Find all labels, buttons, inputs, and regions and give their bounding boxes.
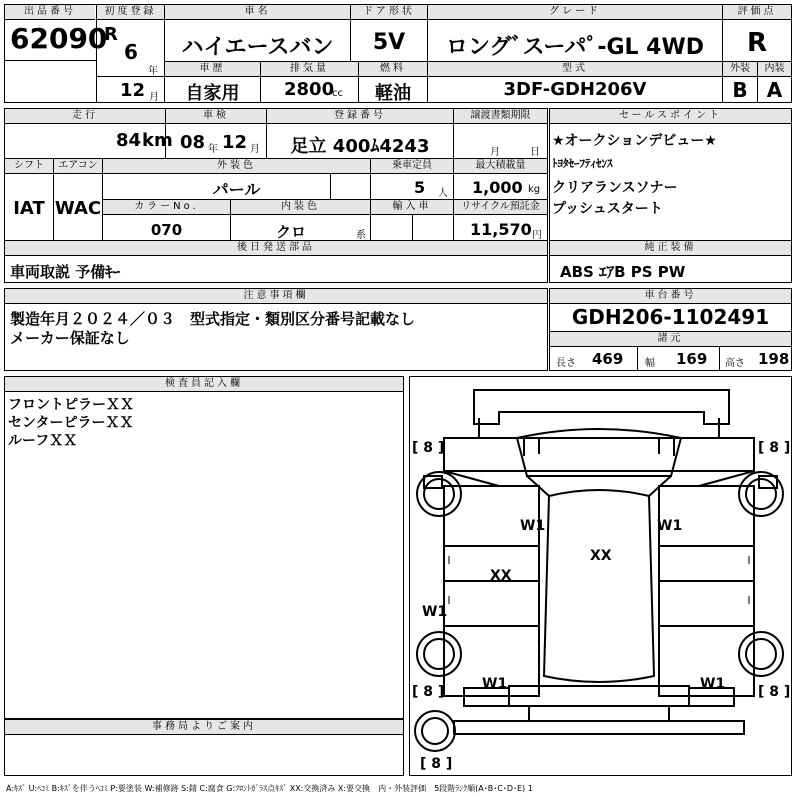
transfer-label: 譲渡書類期限 [454, 109, 547, 124]
first-reg-label: 初度登録 [97, 5, 164, 20]
car-name-label: 車名 [165, 5, 350, 20]
mark-w1-e: W1 [700, 676, 726, 692]
inspection-month: 12 [222, 132, 248, 153]
sales-item-1: ★オークションデビュー★ [552, 133, 717, 149]
grade-value: ロングﾞスーパﾟ-GL 4WD [445, 35, 705, 60]
legend-text: A:ｷｽﾞ U:ﾍｺﾐ B:ｷｽﾞを伴うﾍｺﾐ P:要塗装 W:補修跡 S:錆 C:腐食 G:ﾌﾛﾝﾄｶﾞﾗｽ点ｷｽﾞ XX:交換済み X:要交換 内・外装評価 5段階ﾗﾝｸ順(A･B･C･D･E) 1 [6, 784, 533, 793]
notes-label: 注意事項欄 [5, 289, 547, 304]
capacity-unit: 人 [438, 188, 448, 199]
mileage-value: 84 [116, 130, 142, 151]
door-value: 5V [372, 30, 406, 55]
fuel-value: 軽油 [375, 83, 411, 104]
model-value: 3DF-GDH206V [503, 79, 647, 100]
score-value: R [746, 28, 768, 58]
sales-item-2: ﾄﾖﾀｾｰﾌﾃｨｾﾝｽ [552, 157, 613, 170]
sales-label: セールスポイント [550, 109, 791, 124]
score-label: 評価点 [723, 5, 791, 20]
lot-label: 出品番号 [5, 5, 95, 20]
transfer-day-unit: 日 [530, 147, 540, 158]
specs-width: 169 [676, 350, 708, 368]
specs-length: 469 [592, 350, 624, 368]
inspection-year: 08 [180, 132, 206, 153]
first-reg-year: 6 [124, 40, 138, 64]
score-ext-label: 外装 [723, 62, 757, 77]
notes-line-1: 製造年月２０２４／０３ 型式指定・類別区分番号記載なし [10, 310, 416, 328]
mileage-unit: km [142, 130, 173, 151]
equipment-label: 純正装備 [550, 241, 791, 256]
inspection-year-unit: 年 [208, 144, 218, 155]
mark-tire-rl: [ 8 ] [412, 684, 445, 700]
aircon-value: WAC [54, 198, 102, 219]
specs-label: 諸元 [550, 332, 791, 347]
later-parts-label: 後日発送部品 [5, 241, 547, 256]
displacement-value: 2800 [284, 79, 335, 100]
inspection-month-unit: 月 [250, 144, 260, 155]
displacement-unit: cc [332, 88, 343, 99]
mark-tire-fr: [ 8 ] [758, 440, 791, 456]
mark-tire-rr: [ 8 ] [758, 684, 791, 700]
displacement-label: 排気量 [261, 62, 358, 77]
int-color-suffix: 系 [356, 230, 366, 241]
int-color-label: 内装色 [231, 200, 370, 215]
history-label: 車歴 [165, 62, 260, 77]
first-reg-era: R [104, 24, 118, 45]
mark-w1-d: W1 [482, 676, 508, 692]
lot-value: 62090 [10, 22, 108, 55]
door-label: ドア形状 [351, 5, 427, 20]
first-reg-month-unit: 月 [149, 92, 159, 103]
first-reg-year-unit: 年 [148, 66, 158, 77]
shift-value: IAT [13, 198, 45, 219]
fuel-label: 燃料 [359, 62, 427, 77]
mark-tire-fl: [ 8 ] [412, 440, 445, 456]
mark-w1-b: W1 [657, 518, 683, 534]
mark-w1-c: W1 [422, 604, 448, 620]
inspector-line-3: ルーフＸＸ [8, 433, 78, 449]
specs-width-label: 幅 [645, 358, 655, 369]
color-no-value: 070 [150, 221, 183, 239]
mileage-label: 走行 [5, 109, 165, 124]
score-int-label: 内装 [758, 62, 791, 77]
max-load-label: 最大積載量 [454, 159, 547, 174]
aircon-label: エアコン [54, 159, 102, 174]
car-name-value: ハイエースバン [181, 35, 334, 60]
plate-value: 足立 400ﾑ4243 [290, 136, 430, 157]
inspector-line-2: センターピラーＸＸ [8, 415, 134, 431]
sales-item-3: クリアランスソナー [552, 180, 678, 196]
model-label: 型式 [428, 62, 722, 77]
ext-color-value: パール [212, 180, 261, 199]
grade-label: グレード [428, 5, 722, 20]
shift-label: シフト [5, 159, 53, 174]
inspection-label: 車検 [166, 109, 266, 124]
max-load-value: 1,000 [472, 178, 523, 197]
score-int: A [766, 78, 783, 102]
specs-length-label: 長さ [556, 358, 576, 369]
inspector-label: 検査員記入欄 [5, 377, 403, 392]
later-parts-value: 車両取説 予備ｷｰ [10, 263, 121, 281]
color-no-label: カラーNo. [103, 200, 230, 215]
recycle-value: 11,570 [470, 220, 532, 239]
car-diagram [409, 376, 792, 776]
plate-label: 登録番号 [267, 109, 453, 124]
specs-height: 198 [758, 350, 790, 368]
recycle-unit: 円 [532, 230, 542, 241]
mark-w1-a: W1 [520, 518, 546, 534]
score-ext: B [732, 78, 748, 102]
import-label: 輸入車 [371, 200, 453, 215]
recycle-label: リサイクル預託金 [454, 200, 547, 215]
transfer-month-unit: 月 [490, 147, 500, 158]
specs-height-label: 高さ [725, 358, 745, 369]
inspector-line-1: フロントピラーＸＸ [8, 397, 134, 413]
capacity-value: 5 [414, 178, 426, 197]
office-label: 事務局よりご案内 [5, 720, 403, 735]
ext-color-label: 外装色 [103, 159, 370, 174]
first-reg-month: 12 [120, 80, 146, 101]
capacity-label: 乗車定員 [371, 159, 453, 174]
chassis-value: GDH206-1102491 [571, 305, 770, 329]
sales-item-4: プッシュスタート [552, 201, 663, 217]
history-value: 自家用 [185, 83, 240, 104]
mark-xx-roof: XX [590, 548, 612, 564]
mark-xx-side: XX [490, 568, 512, 584]
mark-tire-spare: [ 8 ] [420, 756, 453, 772]
chassis-label: 車台番号 [550, 289, 791, 304]
int-color-value: クロ [275, 223, 306, 241]
max-load-unit: kg [528, 184, 541, 195]
notes-line-2: メーカー保証なし [10, 329, 130, 347]
equipment-value: ABS ｴｱB PS PW [560, 263, 686, 281]
